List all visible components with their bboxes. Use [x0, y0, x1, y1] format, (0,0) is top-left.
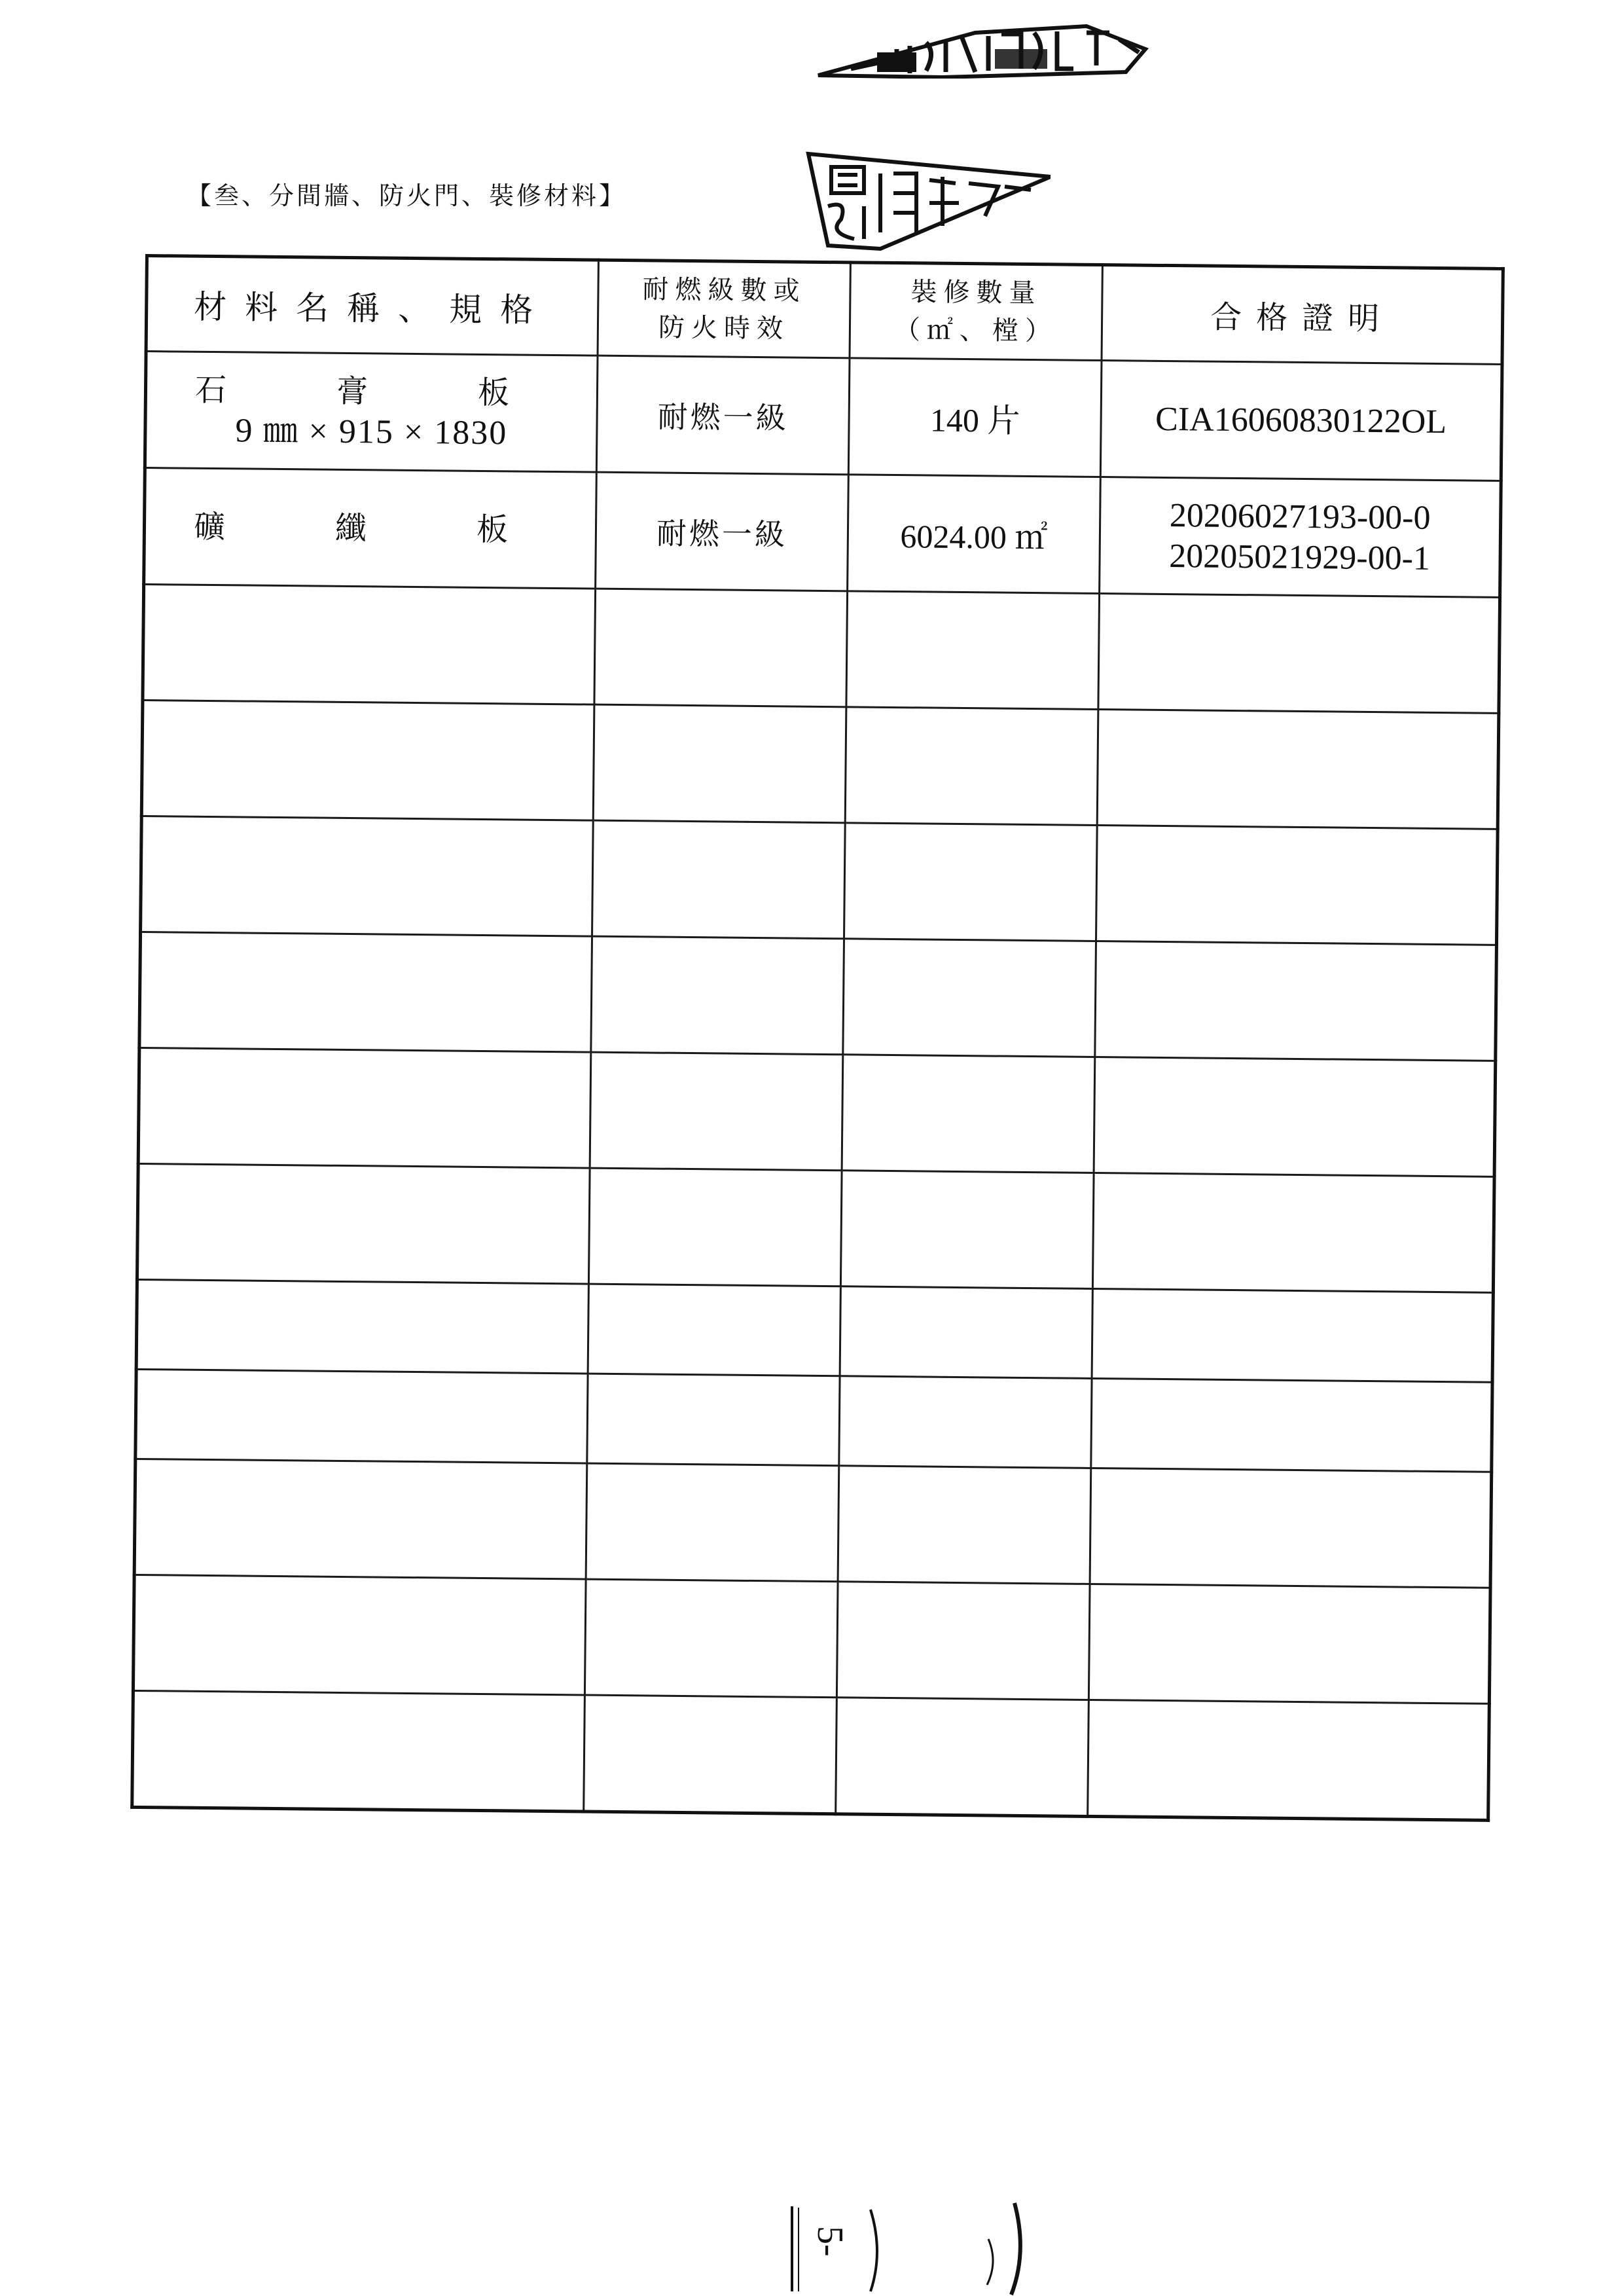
fire-rating-cell: 耐燃一級: [596, 472, 849, 591]
seal-stamp-middle: [802, 147, 1051, 252]
header-fire-rating-line2: 防火時效: [658, 312, 790, 344]
header-fire-rating-line1: 耐燃級數或: [642, 274, 806, 306]
materials-table-wrapper: [130, 254, 1505, 1822]
empty-row: [132, 1690, 1490, 1820]
certificate-cell: [1100, 361, 1502, 481]
table-row: [145, 352, 1502, 481]
seal-stamp-top: [812, 13, 1152, 79]
empty-row: [143, 585, 1500, 714]
certificate-cell: [1100, 477, 1501, 598]
empty-row: [136, 1279, 1493, 1382]
certificate-number: 20205021929-00-1: [1169, 537, 1431, 577]
page-number-fragment: 5-: [810, 2226, 850, 2257]
material-name-cell: [144, 468, 597, 589]
header-certificate: 合格證明: [1102, 265, 1503, 365]
fire-rating-cell: 耐燃一級: [596, 355, 850, 475]
section-title: 【叁、分間牆、防火門、裝修材料】: [187, 181, 627, 210]
table-row: [144, 468, 1501, 598]
empty-row: [138, 1048, 1496, 1176]
materials-table: [130, 254, 1505, 1822]
quantity-cell: 140 片: [848, 358, 1102, 477]
material-spec: 9 ㎜ × 915 × 1830: [235, 411, 508, 452]
empty-row: [137, 1163, 1494, 1292]
empty-row: [139, 932, 1497, 1061]
material-name: 石 膏 板: [194, 371, 549, 412]
empty-row: [135, 1369, 1492, 1472]
certificate-number: 20206027193-00-0: [1169, 496, 1431, 537]
empty-row: [133, 1575, 1490, 1704]
header-quantity: [850, 263, 1102, 361]
header-material-name: 材料名稱、規格: [146, 256, 598, 356]
quantity-cell: 6024.00 ㎡: [848, 475, 1101, 594]
page-number-stamp: [779, 2200, 1041, 2296]
material-name: 礦 纖 板: [193, 508, 548, 549]
material-name-cell: [145, 352, 598, 473]
empty-row: [141, 816, 1498, 945]
empty-row: [134, 1459, 1492, 1588]
header-fire-rating: [598, 260, 850, 358]
header-quantity-line1: 裝修數量: [910, 277, 1042, 309]
certificate-number: CIA16060830122OL: [1155, 400, 1447, 441]
header-quantity-line2: （㎡、樘）: [893, 314, 1058, 347]
empty-row: [141, 700, 1499, 829]
table-header-row: [146, 256, 1503, 365]
